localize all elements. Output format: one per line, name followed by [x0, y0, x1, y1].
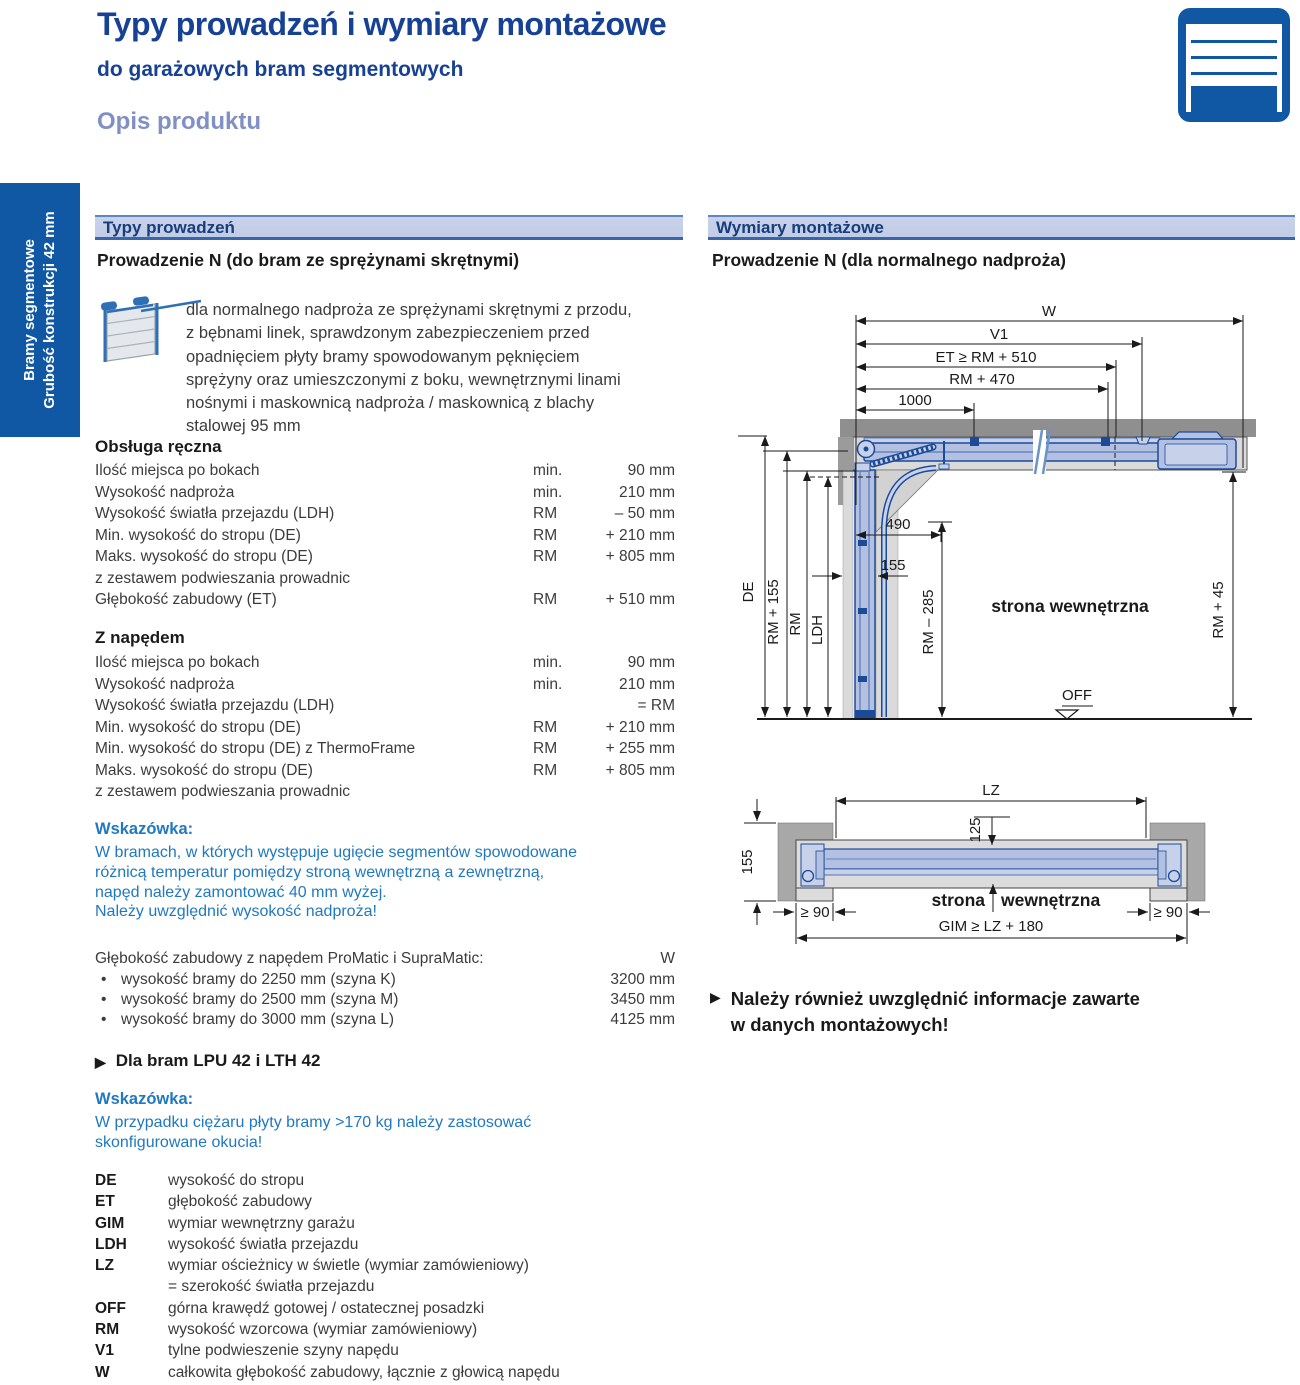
legend-desc: całkowita głębokość zabudowy, łącznie z głowicą napędu	[168, 1363, 560, 1381]
row-ref: min.	[533, 483, 563, 501]
note1-line: różnicą temperatur pomiędzy stroną wewnętrzną a zewnętrzną,	[95, 863, 545, 881]
powered-table-title: Z napędem	[95, 628, 185, 647]
row-value	[589, 568, 675, 590]
note2-line: skonfigurowane okucia!	[95, 1133, 263, 1151]
row-label: z zestawem podwieszania prowadnic	[95, 569, 351, 587]
inner-side-label: strona wewnętrzna	[991, 596, 1149, 616]
track-fitting-right	[1158, 844, 1181, 886]
table-row	[95, 482, 675, 504]
dim-label-off: OFF	[1062, 687, 1092, 704]
row-ref: RM	[533, 761, 558, 779]
legend-abbr: LDH	[95, 1235, 127, 1253]
drive-depth-block	[95, 948, 675, 1030]
floor-level-symbol	[1056, 706, 1093, 719]
table-row	[95, 760, 675, 782]
row-ref: min.	[533, 654, 563, 671]
row-value: 90 mm	[627, 462, 675, 479]
legend-desc	[168, 1255, 680, 1298]
page-title: Typy prowadzeń i wymiary montażowe	[97, 6, 667, 42]
row-label: z zestawem podwieszania prowadnic	[95, 783, 351, 800]
frame-tab-left	[796, 888, 833, 901]
row-ref: RM	[533, 591, 558, 608]
list-item	[95, 1010, 675, 1030]
row-value: + 210 mm	[605, 526, 675, 544]
legend-abbr: V1	[95, 1342, 114, 1360]
table-row	[95, 674, 675, 696]
row-ref: RM	[533, 718, 558, 736]
dim-label-lz: LZ	[982, 782, 1000, 799]
row-ref: min.	[533, 675, 563, 693]
chapter-tab-line1: Bramy segmentowe	[21, 239, 39, 381]
dim-label-v1: V1	[989, 326, 1009, 343]
dim-label-rm155: RM + 155	[765, 579, 782, 645]
list-item	[95, 990, 675, 1010]
panel-joint	[1191, 40, 1277, 43]
row-value: + 510 mm	[605, 591, 675, 608]
row-ref: RM	[533, 548, 558, 565]
note2-body	[95, 1113, 531, 1153]
item-label: wysokość bramy do 3000 mm (szyna L)	[121, 1011, 395, 1028]
legend-row	[95, 1170, 680, 1191]
chapter-tab	[0, 183, 80, 437]
door-frame-right	[1277, 24, 1282, 112]
intro-line: nośnymi i maskownicą nadproża / maskownicą z blachy	[186, 394, 595, 413]
legend-desc: wysokość wzorcowa (wymiar zamówieniowy)	[168, 1321, 478, 1339]
legend-abbr: RM	[95, 1321, 120, 1339]
note1-line: Należy uwzględnić wysokość nadproża!	[95, 903, 377, 921]
page-subtitle: do garażowych bram segmentowych	[97, 58, 464, 81]
inner-side-label-2: wewnętrzna	[1001, 890, 1101, 910]
footnote-line: Należy również uwzględnić informacje zawarte	[730, 988, 1140, 1009]
legend-abbr: GIM	[95, 1214, 125, 1232]
intro-line: dla normalnego nadproża ze sprężynami skrętnymi z przodu,	[186, 301, 632, 319]
row-value: + 210 mm	[605, 718, 675, 736]
dim-label-155-plan: 155	[739, 849, 756, 875]
intro-paragraph	[186, 299, 686, 439]
row-ref: RM	[533, 505, 558, 522]
dim-label-155: 155	[880, 557, 906, 574]
right-section-bar: Wymiary montażowe	[708, 215, 1295, 240]
legend-abbr: LZ	[95, 1257, 114, 1275]
right-subheader: Prowadzenie N (dla normalnego nadproża)	[712, 250, 1066, 270]
row-label: Ilość miejsca po bokach	[95, 462, 260, 479]
door-panel-plan	[824, 849, 1158, 875]
dim-label-rm: RM	[787, 612, 804, 636]
table-row	[95, 525, 675, 547]
note1-line: napęd należy zamontować 40 mm wyżej.	[95, 883, 387, 901]
legend-row	[95, 1319, 680, 1340]
plan-view-diagram	[700, 770, 1300, 955]
row-value	[589, 781, 675, 803]
track-fitting-left	[801, 844, 824, 886]
table-row	[95, 695, 675, 717]
footnote	[710, 986, 1140, 1037]
row-ref: RM	[533, 740, 558, 757]
list-item	[95, 970, 675, 990]
legend-row	[95, 1213, 680, 1234]
drive-depth-header-value: W	[660, 950, 675, 967]
dim-label-ge90-left: ≥ 90	[800, 904, 830, 921]
row-value: + 805 mm	[605, 548, 675, 565]
legend-desc: wymiar wewnętrzny garażu	[168, 1214, 355, 1232]
legend-row	[95, 1191, 680, 1212]
for-doors-label: Dla bram LPU 42 i LTH 42	[115, 1051, 321, 1070]
row-value: = RM	[637, 697, 675, 714]
dim-label-rm470: RM + 470	[949, 371, 1015, 388]
left-reveal	[843, 470, 853, 719]
legend	[95, 1170, 680, 1383]
legend-desc-line: = szerokość światła przejazdu	[168, 1278, 375, 1296]
footnote-line: w danych montażowych!	[730, 1013, 949, 1035]
panel-joint	[1191, 72, 1277, 75]
row-label: Min. wysokość do stropu (DE) z ThermoFrame	[95, 740, 416, 757]
row-ref	[533, 695, 589, 717]
bullet-icon: •	[101, 1011, 107, 1028]
legend-desc: górna krawędź gotowej / ostatecznej posadzki	[168, 1299, 485, 1317]
bullet-icon: •	[101, 991, 107, 1008]
note1-line: W bramach, w których występuje ugięcie segmentów spowodowane	[95, 844, 578, 861]
legend-abbr: ET	[95, 1193, 115, 1211]
legend-row	[95, 1298, 680, 1319]
row-label: Maks. wysokość do stropu (DE)	[95, 761, 313, 779]
dim-label-ldh: LDH	[809, 614, 826, 646]
intro-line: sprężyny oraz umieszczonymi z boku, wewnętrznymi linami	[186, 370, 621, 389]
row-value: 210 mm	[619, 483, 675, 501]
dim-label-125: 125	[967, 817, 984, 843]
manual-table	[95, 460, 675, 611]
left-subheader: Prowadzenie N (do bram ze sprężynami skrętnymi)	[97, 250, 520, 270]
legend-abbr: OFF	[95, 1299, 126, 1317]
legend-abbr: W	[95, 1363, 110, 1381]
item-value: 4125 mm	[610, 1011, 675, 1028]
row-value: – 50 mm	[614, 505, 675, 522]
dim-label-gim: GIM ≥ LZ + 180	[938, 918, 1044, 935]
row-label: Min. wysokość do stropu (DE)	[95, 526, 301, 544]
table-row	[95, 546, 675, 568]
dim-label-1000: 1000	[898, 392, 932, 409]
legend-row	[95, 1234, 680, 1255]
door-panel	[855, 463, 875, 719]
note1-title: Wskazówka:	[95, 820, 194, 838]
item-label: wysokość bramy do 2250 mm (szyna K)	[121, 971, 396, 988]
legend-desc-line: wymiar ościeżnicy w świetle (wymiar zamówieniowy)	[168, 1257, 529, 1275]
row-label: Min. wysokość do stropu (DE)	[95, 718, 301, 736]
note2-title: Wskazówka:	[95, 1090, 194, 1108]
legend-desc: wysokość do stropu	[168, 1172, 305, 1189]
for-doors-row	[95, 1051, 320, 1071]
inner-side-label-1: strona	[931, 890, 985, 910]
item-label: wysokość bramy do 2500 mm (szyna M)	[121, 991, 399, 1008]
dim-label-w: W	[1041, 303, 1057, 320]
row-label: Wysokość światła przejazdu (LDH)	[95, 505, 335, 522]
manual-table-title: Obsługa ręczna	[95, 437, 222, 456]
left-section-bar: Typy prowadzeń	[95, 215, 683, 240]
bullet-icon: •	[101, 971, 107, 988]
row-ref: min.	[533, 462, 563, 479]
row-label: Wysokość światła przejazdu (LDH)	[95, 697, 335, 714]
table-row	[95, 652, 675, 674]
legend-abbr: DE	[95, 1172, 117, 1189]
row-value: 210 mm	[619, 675, 675, 693]
section-label: Opis produktu	[97, 108, 261, 135]
row-ref	[533, 781, 589, 803]
row-label: Wysokość nadproża	[95, 483, 235, 501]
dim-label-rm285: RM – 285	[920, 589, 937, 655]
legend-desc: tylne podwieszenie szyny napędu	[168, 1342, 399, 1360]
triangle-right-icon: ▶	[95, 1054, 106, 1070]
dim-label-490: 490	[885, 516, 911, 533]
side-view-diagram	[700, 296, 1300, 726]
row-label: Wysokość nadproża	[95, 675, 235, 693]
dim-label-de: DE	[740, 581, 757, 603]
chapter-tab-line2: Grubość konstrukcji 42 mm	[41, 211, 59, 409]
item-value: 3200 mm	[610, 971, 675, 988]
row-label: Maks. wysokość do stropu (DE)	[95, 548, 313, 565]
garage-door-icon	[1178, 8, 1290, 122]
dim-label-ge90-right: ≥ 90	[1153, 904, 1183, 921]
drive-depth-header-label: Głębokość zabudowy z napędem ProMatic i SupraMatic:	[95, 950, 484, 967]
table-row	[95, 781, 675, 803]
note1-body	[95, 843, 577, 922]
dim-label-et: ET ≥ RM + 510	[935, 349, 1037, 366]
chapter-tab-text	[20, 211, 60, 409]
intro-line: z bębnami linek, sprawdzonym zabezpieczeniem przed	[186, 324, 590, 343]
footnote-text	[731, 986, 1140, 1037]
item-value: 3450 mm	[610, 991, 675, 1008]
legend-row	[95, 1362, 680, 1383]
row-ref: RM	[533, 526, 558, 544]
row-label: Ilość miejsca po bokach	[95, 654, 260, 671]
door-panels	[1191, 24, 1277, 86]
note2-line: W przypadku ciężaru płyty bramy >170 kg należy zastosować	[95, 1114, 532, 1131]
legend-desc: głębokość zabudowy	[168, 1193, 312, 1211]
table-row	[95, 568, 675, 590]
legend-row	[95, 1255, 680, 1298]
table-row	[95, 503, 675, 525]
triangle-right-icon: ▶	[710, 989, 721, 1005]
powered-table	[95, 652, 675, 803]
legend-desc: wysokość światła przejazdu	[168, 1235, 359, 1253]
row-value: 90 mm	[627, 654, 675, 671]
row-label: Głębokość zabudowy (ET)	[95, 591, 277, 608]
row-ref	[533, 568, 589, 590]
table-row	[95, 738, 675, 760]
dim-label-rm45: RM + 45	[1210, 581, 1227, 639]
drive-depth-header	[95, 948, 675, 970]
row-value: + 805 mm	[605, 761, 675, 779]
table-row	[95, 589, 675, 611]
table-row	[95, 460, 675, 482]
table-row	[95, 717, 675, 739]
intro-line: opadnięciem płyty bramy spowodowanym pęknięciem	[186, 347, 580, 366]
panel-joint	[1191, 56, 1277, 59]
intro-line: stalowej 95 mm	[186, 417, 301, 436]
row-value: + 255 mm	[605, 740, 675, 757]
frame-tab-right	[1150, 888, 1187, 901]
legend-row	[95, 1340, 680, 1361]
